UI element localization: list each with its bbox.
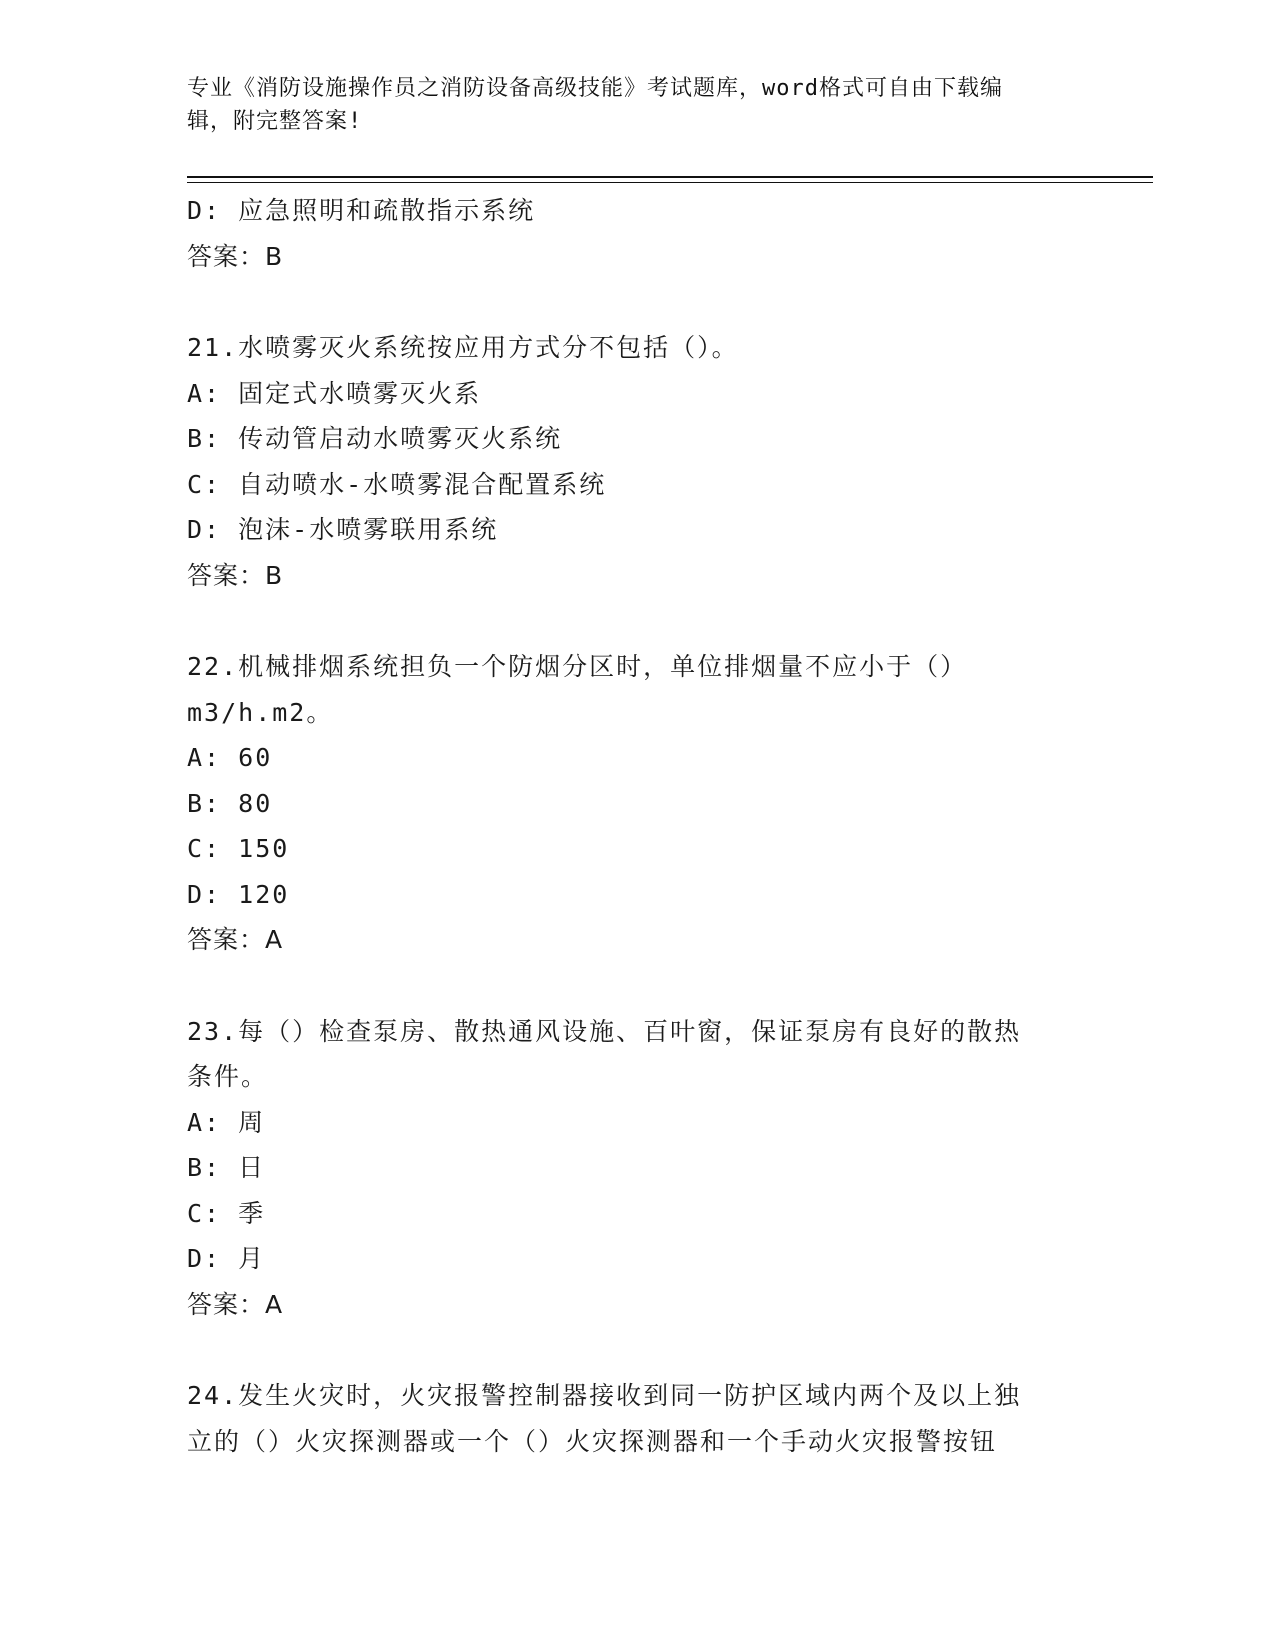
prev-option-d: D: 应急照明和疏散指示系统 — [187, 196, 536, 225]
question-stem-line: 23.每（）检查泵房、散热通风设施、百叶窗，保证泵房有良好的散热 — [187, 1016, 1022, 1046]
question-22 — [187, 644, 1087, 963]
option-a: A: 周 — [187, 1107, 266, 1137]
question-stem-line: 24.发生火灾时，火灾报警控制器接收到同一防护区域内两个及以上独 — [187, 1381, 1022, 1410]
option-a: A: 60 — [187, 743, 273, 772]
question-stem-line: 22.机械排烟系统担负一个防烟分区时，单位排烟量不应小于（） — [187, 652, 968, 681]
header-line-1: 专业《消防设施操作员之消防设备高级技能》考试题库，word格式可自由下载编 — [187, 76, 1003, 101]
document-header — [187, 72, 1067, 138]
question-list — [187, 188, 1087, 1464]
question-stem-line: 21.水喷雾灭火系统按应用方式分不包括（）。 — [187, 333, 739, 362]
option-c: C: 自动喷水-水喷雾混合配置系统 — [187, 469, 607, 499]
option-b: B: 日 — [187, 1153, 266, 1182]
prev-answer: 答案：B — [187, 241, 284, 271]
question-21 — [187, 325, 1087, 598]
option-d: D: 泡沫-水喷雾联用系统 — [187, 515, 499, 544]
question-stem-line: 条件。 — [187, 1062, 269, 1091]
option-c: C: 150 — [187, 834, 290, 863]
question-stem-line: 立的（）火灾探测器或一个（）火灾探测器和一个手动火灾报警按钮 — [187, 1426, 998, 1456]
question-stem-line: m3/h.m2。 — [187, 697, 334, 727]
header-line-2: 辑，附完整答案! — [187, 109, 363, 134]
option-a: A: 固定式水喷雾灭火系 — [187, 378, 482, 408]
answer: 答案：A — [187, 1289, 284, 1319]
question-23 — [187, 1009, 1087, 1328]
option-b: B: 80 — [187, 788, 273, 818]
question-24 — [187, 1373, 1087, 1464]
header-rule-thin — [187, 182, 1153, 183]
header-rule-thick — [187, 176, 1153, 178]
option-c: C: 季 — [187, 1198, 266, 1228]
option-d: D: 月 — [187, 1244, 266, 1273]
option-b: B: 传动管启动水喷雾灭火系统 — [187, 424, 563, 453]
answer: 答案：A — [187, 925, 284, 954]
answer: 答案：B — [187, 560, 284, 590]
option-d: D: 120 — [187, 879, 290, 909]
